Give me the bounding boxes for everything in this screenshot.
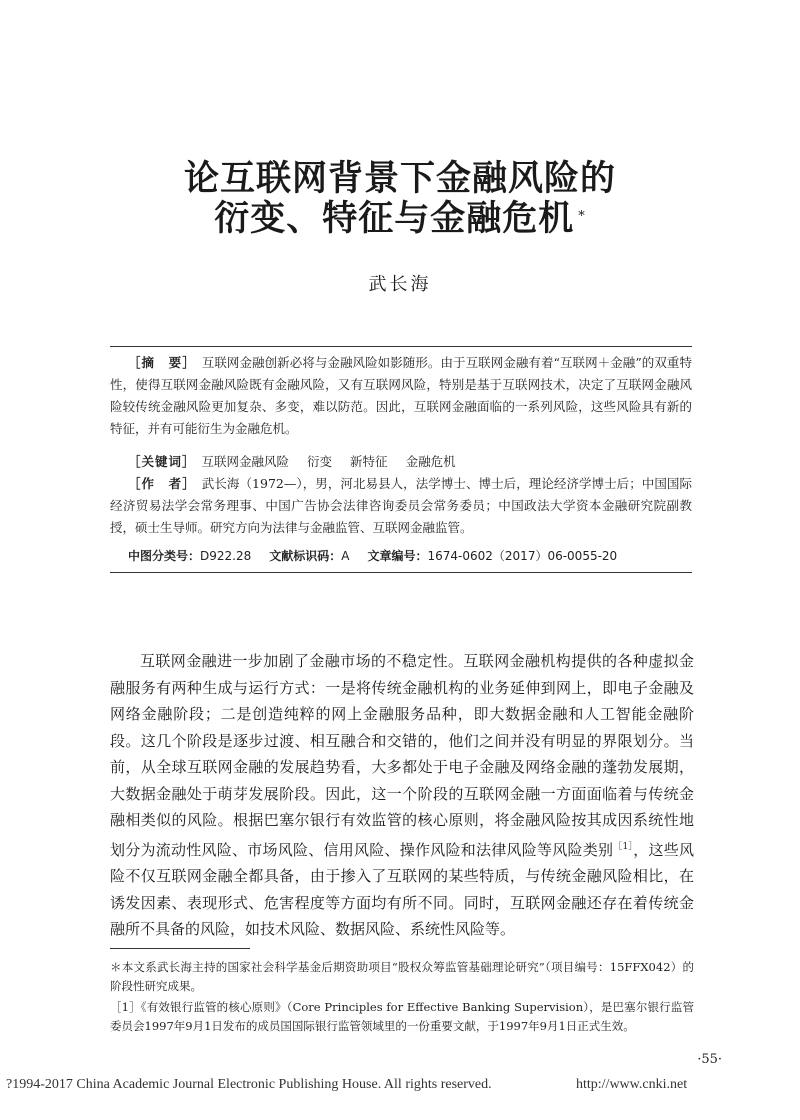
- title-footnote-mark: *: [578, 209, 586, 224]
- abstract-text: 互联网金融创新必将与金融风险如影随形。由于互联网金融有着“互联网＋金融”的双重特性，使得互联网金融风险既有金融风险，又有互联网风险，特别是基于互联网技术，决定了互联网金融风险较传统金融风险更加复杂、多变，难以防范。因此，互联网金融面临的一系列风险，这些风险具有新的特征，并有可能衍生为金融危机。: [110, 355, 692, 436]
- doc-code-value: A: [341, 549, 350, 563]
- article-number-label: 文章编号：: [367, 549, 428, 563]
- reference-mark: ［1］: [613, 841, 634, 852]
- page-number: ·55·: [697, 1052, 722, 1067]
- footnote-funding: ＊本文系武长海主持的国家社会科学基金后期资助项目“股权众筹监管基础理论研究”（项目编号：15FFX042）的阶段性研究成果。: [110, 960, 694, 993]
- body-text: [110, 648, 694, 943]
- article-title-line-1: [0, 158, 800, 200]
- footnotes: [110, 958, 694, 1038]
- author-info-text: 武长海（1972—），男，河北易县人，法学博士、博士后，理论经济学博士后；中国国际经济贸易法学会常务理事、中国广告协会法律咨询委员会常务委员；中国政法大学资本金融研究院副教授，硕士生导师。研究方向为法律与金融监管、互联网金融监管。: [110, 476, 692, 535]
- clc-value: D922.28: [200, 549, 252, 563]
- doc-code-label: 文献标识码：: [269, 549, 342, 563]
- keyword: 金融危机: [405, 454, 456, 469]
- keywords-section: [110, 451, 692, 473]
- abstract-top-rule: [110, 346, 692, 347]
- article-number-value: 1674-0602（2017）06-0055-20: [427, 549, 618, 563]
- abstract-label: ［摘 要］: [128, 355, 196, 370]
- clc-label: 中图分类号：: [128, 549, 201, 563]
- keyword: 新特征: [350, 454, 388, 469]
- body-paragraph: [110, 648, 694, 943]
- author-info-section: [110, 473, 692, 539]
- author-info-label: ［作 者］: [128, 476, 196, 491]
- author-name: 武长海: [368, 274, 432, 295]
- abstract-bottom-rule: [110, 572, 692, 573]
- footnote-separator: [110, 948, 250, 949]
- abstract-section: [110, 352, 692, 440]
- title-text-2: 衍变、特征与金融危机: [214, 198, 575, 239]
- cnki-url: http://www.cnki.net: [576, 1077, 688, 1092]
- article-title-line-2: [0, 198, 800, 240]
- keyword: 衍变: [307, 454, 333, 469]
- copyright-text: ?1994-2017 China Academic Journal Electronic Publishing House. All rights reserved.: [6, 1077, 492, 1092]
- keyword: 互联网金融风险: [201, 454, 290, 469]
- keywords-label: ［关键词］: [128, 454, 196, 469]
- title-text-1: 论互联网背景下金融风险的: [183, 158, 616, 199]
- classification-line: [128, 547, 688, 564]
- footnote-reference-1: ［1］《有效银行监管的核心原则》（Core Principles for Effective Banking Supervision），是巴塞尔银行监管委员会1997年9月1日发布的成员国国际银行监管领域里的一份重要文献，于1997年9月1日正式生效。: [110, 1000, 694, 1033]
- body-text-part-1: 互联网金融进一步加剧了金融市场的不稳定性。互联网金融机构提供的各种虚拟金融服务有两种生成与运行方式：一是将传统金融机构的业务延伸到网上，即电子金融及网络金融阶段；二是创造纯粹的网上金融服务品种，即大数据金融和人工智能金融阶段。这几个阶段是逐步过渡、相互融合和交错的，他们之间并没有明显的界限划分。当前，从全球互联网金融的发展趋势看，大多都处于电子金融及网络金融的蓬勃发展期，大数据金融处于萌芽发展阶段。因此，这一个阶段的互联网金融一方面面临着与传统金融相类似的风险。根据巴塞尔银行有效监管的核心原则，将金融风险按其成因系统性地划分为流动性风险、市场风险、信用风险、操作风险和法律风险等风险类别: [110, 652, 694, 859]
- body-text-part-2: ，这些风险不仅互联网金融全都具备，由于掺入了互联网的某些特质，与传统金融风险相比，在诱发因素、表现形式、危害程度等方面均有所不同。同时，互联网金融还存在着传统金融所不具备的风险，如技术风险、数据风险、系统性风险等。: [110, 840, 694, 938]
